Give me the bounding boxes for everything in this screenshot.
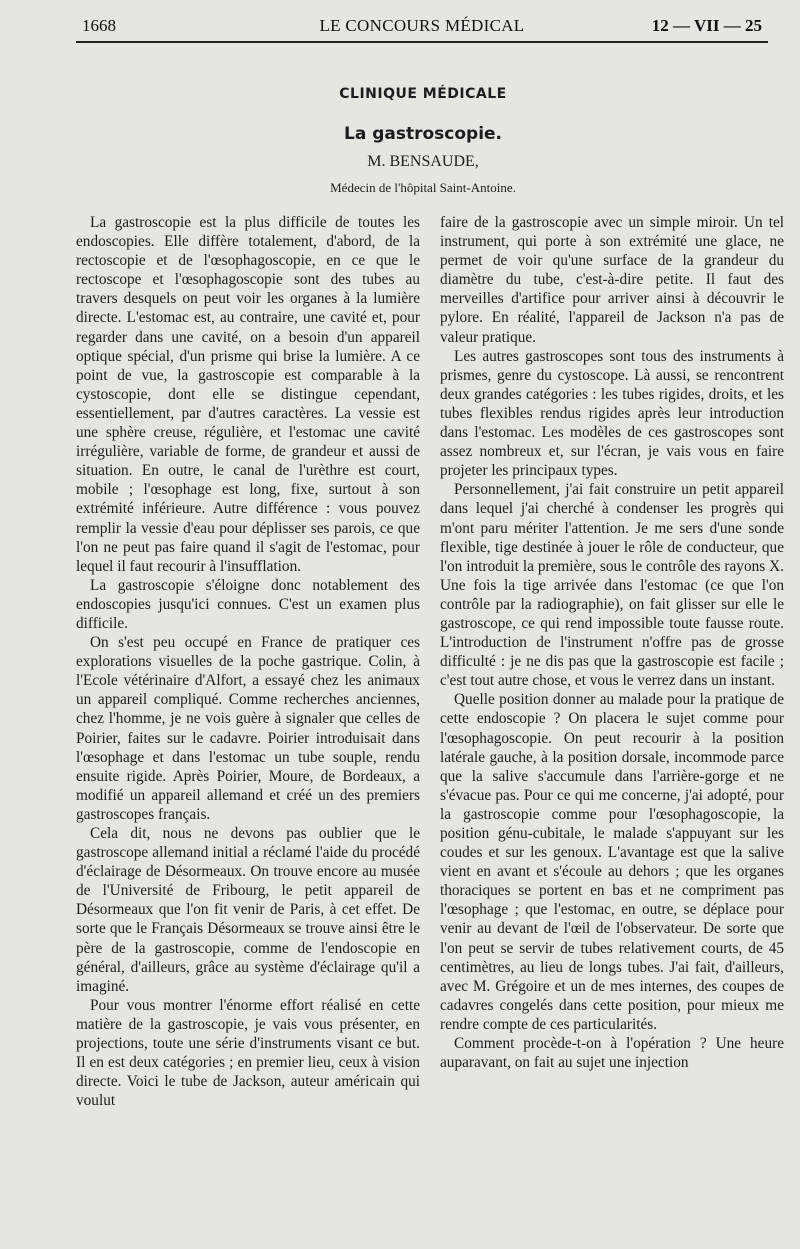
paragraph: On s'est peu occupé en France de pratiquer ces explorations visuelles de la poche gastrique. Colin, à l'Ecole vétérinaire d'Alfort, a essayé chez les animaux un appareil compliqué. Comme recherches anciennes, chez l'homme, je ne vois guère à signaler que celles de Poirier, faites sur le cadavre. Poirier introduisait dans l'œsophage et dans l'estomac un tube souple, rendu ensuite rigide. Après Poirier, Moure, de Bordeaux, a modifié un appareil allemand et créé un des premiers gastroscopes français. <box>76 634 420 823</box>
paragraph: Comment procède-t-on à l'opération ? Une heure auparavant, on fait au sujet une injection <box>440 1035 784 1072</box>
issue-date: 12 — VII — 25 <box>651 16 762 35</box>
paragraph: La gastroscopie s'éloigne donc notablement des endoscopies jusqu'ici connues. C'est un examen plus difficile. <box>76 576 420 632</box>
running-header <box>82 14 762 40</box>
left-column <box>76 213 420 1153</box>
paragraph: La gastroscopie est la plus difficile de toutes les endoscopies. Elle diffère totalement, d'abord, de la rectoscopie et de l'œsophagoscopie, en ce que le rectoscope et l'œsophagoscopie sont des tubes au travers desquels on peut voir les organes à la lumière directe. L'estomac est, au contraire, une cavité et, pour regarder dans une cavité, on a besoin d'un appareil optique spécial, d'un prisme qui brise la lumière. A ce point de vue, la gastroscopie est comparable à la cystoscopie, dont elle se distingue cependant, essentiellement, par d'autres caractères. La vessie est une sphère creuse, régulière, et l'estomac une cavité irrégulière, variable de forme, de grandeur et aussi de situation. En outre, le canal de l'urèthre est court, mobile ; l'œsophage est long, fixe, surtout à son extrémité inférieure. Autre différence : vous pouvez remplir la vessie d'eau pour déplisser ses parois, ce que l'on ne peut pas faire quand il s'agit de l'estomac, pour lequel il faut recourir à l'insufflation. <box>76 214 420 575</box>
author-affiliation: Médecin de l'hôpital Saint-Antoine. <box>330 180 516 195</box>
journal-name: LE CONCOURS MÉDICAL <box>319 16 525 35</box>
section-heading: CLINIQUE MÉDICALE <box>339 86 507 102</box>
article-title: La gastroscopie. <box>343 124 503 144</box>
paragraph-continued: faire de la gastroscopie avec un simple miroir. Un tel instrument, qui porte à son extrémité une glace, ne permet de voir qu'une surface de la grandeur du diamètre du tube, c'est-à-dire petite. Il faut des merveilles d'artifice pour arriver ainsi à découvrir le pylore. En réalité, l'appareil de Jackson n'a pas de valeur pratique. <box>440 214 784 346</box>
paragraph: Personnellement, j'ai fait construire un petit appareil dans lequel j'ai cherché à condenser les progrès qui m'ont paru mériter l'attention. Je me sers d'une sonde flexible, tige destinée à jouer le rôle de conducteur, que l'on introduit la première, sous le contrôle des rayons X. Une fois la tige arrivée dans l'estomac (ce que l'on contrôle par la radiographie), on fait glisser sur elle le gastroscope, ce qui rend impossible toute fausse route. L'introduction de l'instrument n'offre pas de grosse difficulté : je ne dis pas que la gastroscopie est facile ; c'est tout autre chose, et vous le verrez dans un instant. <box>440 481 784 690</box>
paragraph: Cela dit, nous ne devons pas oublier que le gastroscope allemand initial a réclamé l'aide du procédé d'éclairage de Désormeaux. On trouve encore au musée de l'Université de Fribourg, le petit appareil de Désormeaux que l'on fit venir de Paris, à cet effet. De sorte que le Français Désormeaux se trouve ainsi être le père de la gastroscopie, comme de l'endoscopie en général, d'ailleurs, grâce au système d'éclairage qu'il a imaginé. <box>76 825 420 995</box>
paragraph: Les autres gastroscopes sont tous des instruments à prismes, genre du cystoscope. Là aussi, se rencontrent deux grandes catégories : les tubes rigides, droits, et les tubes flexibles rendus rigides après leur introduction dans l'estomac. Les modèles de ces gastroscopes sont assez nombreux et, sur l'écran, je vais vous en faire projeter les principaux types. <box>440 347 784 480</box>
page-number: 1668 <box>82 16 116 35</box>
right-column <box>440 213 784 1153</box>
author-name: M. BENSAUDE, <box>367 153 479 170</box>
paragraph: Quelle position donner au malade pour la pratique de cette endoscopie ? On placera le sujet comme pour l'œsophagoscopie. On peut recourir à la position latérale gauche, à la position dorsale, incommode parce que la salive s'accumule dans l'arrière-gorge et ne s'évacue pas. Pour ce qui me concerne, j'ai adopté, pour la gastroscopie comme pour l'œsophagoscopie, la position génu-cubitale, le malade s'appuyant sur les coudes et sur les genoux. L'avantage est que la salive vient en avant et s'écoule au dehors ; que les organes thoraciques se portent en bas et ne compriment pas l'œsophage ; que l'estomac, en outre, se déplace pour venir au devant de l'œil de l'observateur. De sorte que l'on peut se servir de tubes relativement courts, de 45 centimètres, au lieu de longs tubes. J'ai fait, d'ailleurs, avec M. Grégoire et un de mes internes, des coupes de cadavres congelés dans cette position, pour mieux me rendre compte de ces particularités. <box>440 691 784 1033</box>
header-rule <box>76 41 768 43</box>
paragraph: Pour vous montrer l'énorme effort réalisé en cette matière de la gastroscopie, je vais vous présenter, en projections, toute une série d'instruments visant ce but. Il en est deux catégories ; en premier lieu, ceux à vision directe. Voici le tube de Jackson, auteur américain qui voulut <box>76 996 420 1110</box>
